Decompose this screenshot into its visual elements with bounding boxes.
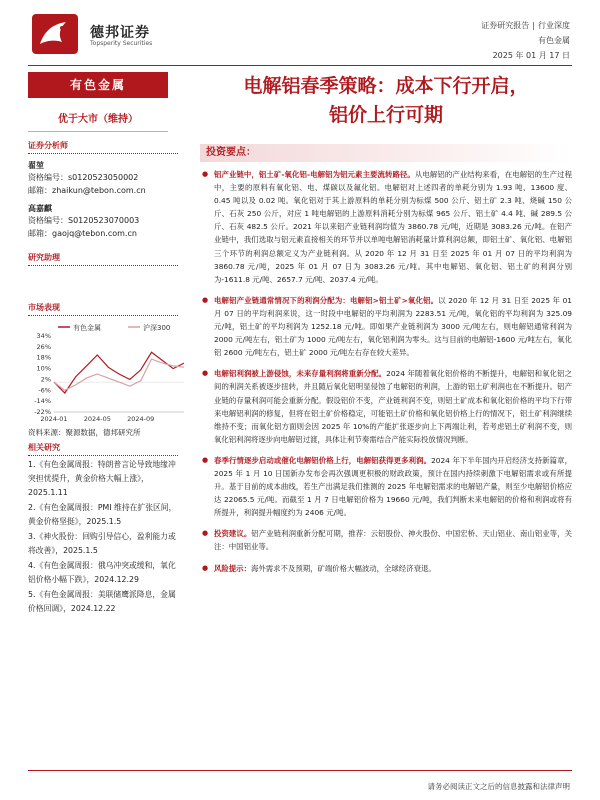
legend-label: 沪深300 — [143, 324, 171, 332]
y-tick-label: -22% — [34, 408, 51, 416]
y-tick-label: 26% — [36, 342, 51, 351]
related-section-title: 相关研究 — [28, 442, 178, 456]
analyst-email[interactable]: 邮箱：gaojq@tebon.com.cn — [28, 229, 137, 238]
y-tick-label: 18% — [36, 353, 51, 362]
y-tick-label: 2% — [40, 375, 51, 384]
report-date: 2025 年 01 月 17 日 — [492, 51, 570, 60]
company-name: 德邦证券 — [90, 25, 150, 41]
summary-heading: 投资要点： — [200, 144, 572, 162]
main-content — [200, 72, 572, 575]
title-line-1: 电解铝春季策略：成本下行开启， — [243, 75, 529, 97]
key-point-lead: 投资建议。 — [214, 529, 252, 539]
title-line-2: 铝价上行可期 — [328, 104, 443, 126]
related-report-item[interactable]: 1.《有色金属周报：特朗普言论导致地缘冲突担忧提升，黄金价格大幅上涨》，2025.1.11 — [28, 460, 176, 497]
series-line-0 — [54, 352, 184, 393]
key-point-body: 2024 年下半年国内开启经济支持新篇章，2025 年 1 月 10 日国新办发布会再次强调更积极的财政政策，预计在国内持续刺激下电解铝需求或有所提升。基于目前的成本曲线，若生产出满足我们推测的 2025 年电解铝需求的电解铝产量，则至少电解铝价格应达 22065.5 元/吨。而截至 1 月 7 日电解铝价格为 19660 元/吨，我们判断未来电解铝的价格和利润或将有所提升，利润提升幅度约为 2406 元/吨。 — [214, 455, 572, 518]
key-point — [200, 454, 572, 519]
x-tick-label: 2024-09 — [127, 415, 155, 423]
rating: 优于大市（维持） — [58, 114, 138, 125]
y-tick-label: 10% — [36, 364, 51, 373]
key-point — [200, 294, 572, 359]
related-report-list — [28, 458, 178, 616]
analyst-cert: 资格编号：S0120523070003 — [28, 216, 140, 225]
y-tick-label: -6% — [38, 386, 51, 395]
chart-source: 资料来源：聚源数据，德邦研究所 — [28, 428, 141, 437]
key-point-body: 2024 年随着氧化铝价格的不断提升，电解铝和氧化铝之间的利润关系被逐步扭转，并且随后氧化铝明显侵蚀了电解铝的利润，上游的铝土矿利润也在不断提升。铝产业链的存量利润可能会重新分配。假设铝价不变，产业链利润不变，则铝土矿成本和氧化铝价格的平均下行带来电解铝利润的修复，但将在铝土矿价格稳定，可能铝土矿价格和氧化铝价格上行的情况下，铝土矿利润继续维持不变；而氧化铝方面则会因 2025 年 10%的产能扩张逐步向上下两端让利，若考虑铝土矿利润不变，则氧化铝利润将逐步向电解铝过渡，具体让利节奏需结合产能实际投放情况判断。 — [214, 369, 572, 444]
report-sector: 有色金属 — [538, 36, 570, 45]
key-point — [200, 367, 572, 446]
sidebar — [28, 72, 193, 617]
report-type: 证券研究报告 — [481, 21, 530, 30]
company-name-en: Topsperity Securities — [90, 40, 153, 47]
key-point-body: 海外需求不及预期，矿端价格大幅波动，全球经济衰退。 — [250, 563, 436, 573]
report-meta: 证券研究报告 | 行业深度 有色金属 2025 年 01 月 17 日 — [481, 18, 570, 63]
x-tick-label: 2024-01 — [40, 415, 68, 423]
key-point — [200, 527, 572, 553]
x-tick-label: 2024-05 — [83, 415, 111, 423]
header-divider — [28, 65, 572, 66]
key-point-lead: 铝产业链中，铝土矿-氧化铝-电解铝为铝元素主要流转路径。 — [214, 170, 415, 179]
market-performance-chart — [28, 320, 188, 425]
key-point — [200, 168, 572, 286]
analyst-section-title: 证券分析师 — [28, 140, 178, 154]
related-report-item[interactable]: 2.《有色金属周报：PMI 维持在扩张区间，黄金价格坚挺》，2025.1.5 — [28, 503, 177, 526]
related-report-item[interactable]: 3.《神火股份：回购引导信心，盈利能力或将改善》，2025.1.5 — [28, 532, 176, 555]
analyst-1 — [28, 160, 193, 197]
footer-disclaimer: 请务必阅读正文之后的信息披露和法律声明 — [427, 782, 570, 791]
key-point-lead: 电解铝利润被上游侵蚀，未来存量利润将重新分配。 — [214, 369, 387, 379]
related-report-item[interactable]: 5.《有色金属周报：美联储鹰派降息，金属价格回调》，2024.12.22 — [28, 590, 176, 613]
tebon-logo-icon — [32, 14, 78, 54]
analyst-2 — [28, 203, 193, 240]
key-point-body: 以 2020 年 12 月 31 日至 2025 年 01 月 07 日的平均利润来说，这一时段中电解铝的平均利润为 2283.51 元/吨，氧化铝的平均利润为 325.09 元/吨，铝土矿的平均利润为 1252.18 元/吨。即如果产业链利润为 3000 元/吨左右，则电解铝通常利润为 2000 元/吨左右，铝土矿为 1000 元/吨左右，氧化铝利润为零头。这与目前的电解铝-1600 元/吨左右，氧化铝 2600 元/吨左右，铝土矿 2000 元/吨左右存在较大差异。 — [214, 295, 573, 358]
legend-label: 有色金属 — [73, 324, 101, 332]
y-tick-label: 34% — [36, 332, 51, 340]
sector-badge: 有色金属 — [28, 72, 168, 98]
rating-divider — [28, 131, 168, 132]
key-point-lead: 春季行情逐步启动或催化电解铝价格上行，电解铝获得更多利润。 — [214, 455, 432, 465]
key-point-body: 铝产业链利润重新分配可期，推荐：云铝股份、神火股份、中国宏桥、天山铝业、南山铝业等，关注：中国铝业等。 — [214, 529, 572, 552]
analyst-name: 高嘉麒 — [28, 204, 52, 213]
y-tick-label: -14% — [34, 397, 51, 406]
report-title — [200, 72, 572, 130]
series-line-1 — [54, 359, 184, 390]
key-point-lead: 电解铝产业链通常情况下的利润分配为：电解铝>铝土矿>氧化铝。 — [214, 295, 439, 305]
market-chart-svg — [28, 320, 188, 425]
report-header — [0, 0, 600, 62]
analyst-cert: 资格编号：s0120523050002 — [28, 173, 139, 182]
footer-divider — [28, 770, 572, 771]
assistant-section-title: 研究助理 — [28, 252, 178, 266]
related-report-item[interactable]: 4.《有色金属周报：俄乌冲突或缓和，氧化铝价格小幅下跌》，2024.12.29 — [28, 561, 176, 584]
report-depth: 行业深度 — [538, 21, 570, 30]
analyst-email[interactable]: 邮箱：zhaikun@tebon.com.cn — [28, 186, 146, 195]
key-point-body: 从电解铝的产业结构来看，在电解铝的生产过程中，主要的原料有氧化铝、电、煤碳以及氟化铝。电解铝对上述四者的单耗分别为 1.93 吨、13600 度、0.45 吨以及 0.02 吨。氧化铝对于其上游原料的单耗分别为标煤 500 公斤、铝土矿 2.3 吨、烧碱 150 公斤、石灰 250 公斤，对应 1 吨电解铝的上游原料消耗分别为标煤 965 公斤、铝土矿 4.4 吨、碱 289.5 公斤、石灰 482.5 公斤。2021 年以来铝产业链利润均值为 3860.78 元/吨，近期是 3083.26 元/吨。在铝产业链中，我们选取与铝元素直接相关的环节并以单吨电解铝消耗量计算利润总额，即铝土矿、氧化铝、电解铝三个环节的利润总额定义为产业链利润。从 2020 年 12 月 31 日至 2025 年 01 月 07 日的平均利润为 3860.78 元/吨，2025 年 01 月 07 日为 3083.26 元/吨。其中电解铝、氧化铝、铝土矿的利润分别为-1611.8 元/吨、2657.7 元/吨、2037.4 元/吨。 — [214, 170, 572, 284]
analyst-name: 翟堃 — [28, 161, 44, 170]
key-point — [200, 562, 572, 575]
market-section-title: 市场表现 — [28, 302, 178, 316]
key-point-lead: 风险提示： — [214, 563, 251, 573]
